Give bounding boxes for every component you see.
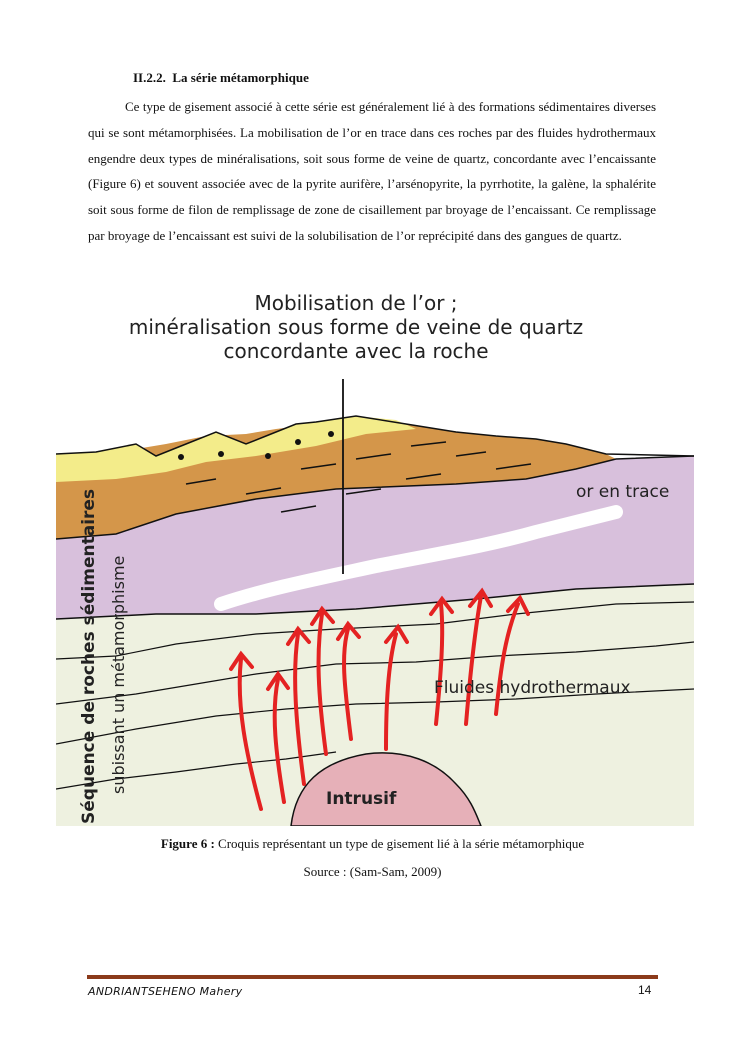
gold-trace-label: or en trace xyxy=(576,482,670,502)
fluids-label: Fluides hydrothermaux xyxy=(434,678,631,698)
footer-rule xyxy=(87,975,658,979)
intrusion-label: Intrusif xyxy=(326,789,397,809)
side-label-sequence: Séquence de roches sédimentaires xyxy=(79,488,99,824)
body-paragraph: Ce type de gisement associé à cette série est généralement lié à des formations sédimentaires diverses qui se sont métamorphisées. La mobilisation de l’or en trace dans ces roches par des fluides hydrothermaux engendre deux types de minéralisations, soit sous forme de veine de quartz, concordante avec l’encaissante (Figure 6) et souvent associée avec de la pyrite aurifère, l’arsénopyrite, la pyrrhotite, la galène, la sphalérite soit sous forme de filon de remplissage de zone de cisaillement par broyage de l’encaissant. Ce remplissage par broyage de l’encaissant est suivi de la solubilisation de l’or reprécipité dans des gangues de quartz. xyxy=(88,99,656,243)
side-label-metamorphism: subissant un métamorphisme xyxy=(109,555,128,794)
caption-text: Croquis représentant un type de gisement lié à la série métamorphique xyxy=(214,836,585,851)
caption-label: Figure 6 : xyxy=(160,836,215,851)
figure-title-line-3: concordante avec la roche xyxy=(223,339,489,363)
figure-6-sketch xyxy=(56,284,694,826)
section-title: La série métamorphique xyxy=(172,70,309,85)
footer-author: ANDRIANTSEHENO Mahery xyxy=(88,985,243,998)
section-heading xyxy=(133,70,309,86)
geology-sketch-svg xyxy=(56,284,694,826)
section-number: II.2.2. xyxy=(133,70,166,85)
page-number: 14 xyxy=(638,983,652,997)
figure-title-line-1: Mobilisation de l’or ; xyxy=(254,291,458,315)
figure-caption xyxy=(0,836,745,852)
figure-title-line-2: minéralisation sous forme de veine de quartz xyxy=(128,315,584,339)
figure-source: Source : (Sam-Sam, 2009) xyxy=(303,864,442,879)
body-paragraph-block xyxy=(88,94,656,249)
